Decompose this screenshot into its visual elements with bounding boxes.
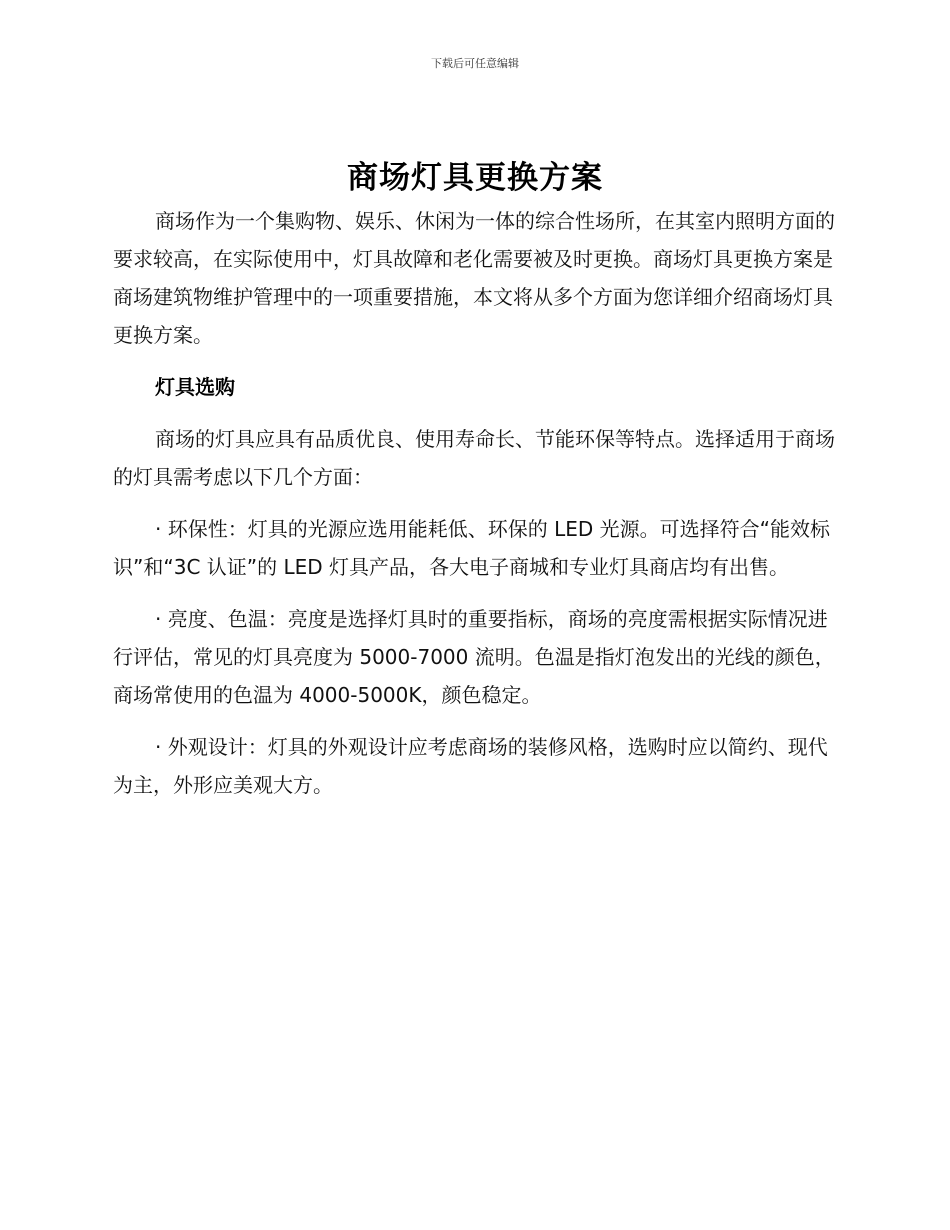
bullet-environmental: · 环保性：灯具的光源应选用能耗低、环保的 LED 光源。可选择符合“能效标识”和“3C 认证”的 LED 灯具产品，各大电子商城和专业灯具商店均有出售。: [113, 517, 830, 579]
document-body: [113, 202, 835, 804]
section-lead-paragraph: 商场的灯具应具有品质优良、使用寿命长、节能环保等特点。选择适用于商场的灯具需考虑以下几个方面：: [113, 427, 835, 489]
intro-paragraph: 商场作为一个集购物、娱乐、休闲为一体的综合性场所，在其室内照明方面的要求较高，在实际使用中，灯具故障和老化需要被及时更换。商场灯具更换方案是商场建筑物维护管理中的一项重要措施，本文将从多个方面为您详细介绍商场灯具更换方案。: [113, 209, 835, 347]
bullet-appearance-design: · 外观设计：灯具的外观设计应考虑商场的装修风格，选购时应以简约、现代为主，外形应美观大方。: [113, 735, 828, 797]
section-heading: 灯具选购: [155, 375, 235, 399]
header-note: 下载后可任意编辑: [431, 57, 519, 70]
bullet-brightness-color-temperature: · 亮度、色温：亮度是选择灯具时的重要指标，商场的亮度需根据实际情况进行评估，常见的灯具亮度为 5000-7000 流明。色温是指灯泡发出的光线的颜色，商场常使用的色温为 4000-5000K，颜色稳定。: [113, 607, 835, 707]
document-title: 商场灯具更换方案: [347, 160, 603, 196]
